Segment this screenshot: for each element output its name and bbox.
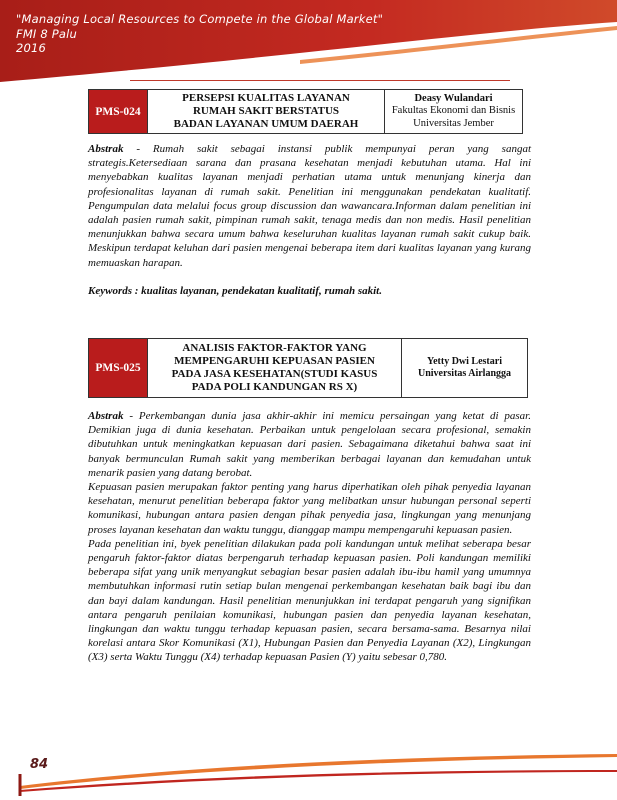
- paper-title: [148, 90, 385, 134]
- paper-title-line: PADA POLI KANDUNGAN RS X): [191, 381, 358, 393]
- abstract-text: - Rumah sakit sebagai instansi publik mempunyai peran yang sangat strategis.Ketersediaan sarana dan prasana kesehatan menjadi kebutuhan utama. Hal ini menyebabkan kualitas layanan menjadi perhatian utama untuk menunjang kinerja dan profesionalitas layanan di rumah sakit. Penelitian ini menggunakan pendekatan kualitatif. Pengumpulan data melalui focus group discussion dan wawancara.Informan dalam penelitian ini adalah pasien rumah sakit, pimpinan rumah sakit, tenaga medis dan non medis. Hasil penelitian menunjukkan bahwa secara umum bahwa keseluruhan kualitas layanan rumah sakit cukup baik. Meskipun terdapat keluhan dari pasien mengenai beberapa item dari kualitas layanan yang kurang memuaskan harapan.: [88, 143, 531, 269]
- paper-author: [385, 90, 523, 134]
- abstract-label: Abstrak: [88, 410, 124, 422]
- abstract-label: Abstrak: [88, 143, 124, 155]
- paper-title-line: MEMPENGARUHI KEPUASAN PASIEN: [174, 355, 375, 367]
- abstract-paragraph: [88, 409, 531, 480]
- conference-name: FMI 8 Palu: [16, 26, 78, 41]
- abstract-paragraph: Kepuasan pasien merupakan faktor penting yang harus diperhatikan oleh pihak penyedia layanan kesehatan, menurut penelitian beberapa faktor yang melibatkan unsur hubungan personal seperti komunikasi, hubungan antara pasien dengan pihak penyedia jasa, lingkungan yang menunjang proses layanan kesehatan dan waktu tunggu, dianggap mampu mempengaruhi kepuasan pasien.: [88, 481, 531, 536]
- header-divider: [130, 80, 510, 81]
- abstract-paragraph: [88, 142, 531, 270]
- paper-title-line: RUMAH SAKIT BERSTATUS: [192, 105, 340, 117]
- paper-code: PMS-025: [89, 339, 148, 398]
- paper-author: [402, 339, 528, 398]
- conference-year: 2016: [16, 41, 47, 55]
- footer-decoration: [0, 730, 617, 800]
- conference-theme: "Managing Local Resources to Compete in the Global Market": [16, 12, 384, 26]
- author-name: Yetty Dwi Lestari: [427, 355, 502, 367]
- paper-title-line: PADA JASA KESEHATAN(STUDI KASUS: [171, 368, 378, 380]
- abstract-block: [88, 142, 531, 270]
- keywords: Keywords : kualitas layanan, pendekatan kualitatif, rumah sakit.: [88, 285, 382, 297]
- author-affiliation: Universitas Jember: [413, 117, 494, 129]
- paper-header-table: [88, 89, 523, 134]
- paper-title-line: BADAN LAYANAN UMUM DAERAH: [173, 118, 359, 130]
- paper-header-table: [88, 338, 528, 398]
- abstract-text: - Perkembangan dunia jasa akhir-akhir ini memicu persaingan yang ketat di pasar. Demikian juga di dunia kesehatan. Perbaikan untuk pengelolaan secara profesional, semakin dibutuhkan untuk meningkatkan kepuasan dari pasien. Sebagaimana diketahui bahwa saat ini banyak bermunculan Rumah sakit yang memberikan berbagai layanan dan kemudahan untuk menarik pasien yang datang berobat.: [88, 410, 531, 479]
- abstract-paragraph: Pada penelitian ini, byek penelitian dilakukan pada poli kandungan untuk melihat seberapa besar pengaruh faktor-faktor diatas berpengaruh terhadap kepuasan pasien. Poli kandungan memiliki beberapa sifat yang unik menyangkut sebagian besar pasien adalah ibu-ibu hamil yang umumnya membutuhkan informasi rutin setiap bulan mengenai perkembangan kesehatan baik bagi ibu dan dan bayi dalam kandungan. Hasil penelitian menunjukkan ini terdapat pengaruh yang signifikan antara pengaruh penilaian komunikasi, hubungan pasien dan penyedia layanan kesehatan, lingkungan dan waktu tunggu terhadap kepuasan pasien, secara bersama-sama. Besarnya nilai korelasi antara Skor Komunikasi (X1), Hubungan Pasien dan Penyedia Layanan (X2), Lingkungan (X3) serta Waktu Tunggu (X4) terhadap kepuasan Pasien (Y) yaitu sebesar 0,780.: [88, 537, 531, 664]
- paper-title-line: ANALISIS FAKTOR-FAKTOR YANG: [182, 342, 367, 354]
- abstract-block: [88, 409, 531, 665]
- paper-title: [148, 339, 402, 398]
- paper-title-line: PERSEPSI KUALITAS LAYANAN: [182, 92, 350, 104]
- author-affiliation: Universitas Airlangga: [417, 368, 512, 379]
- conference-header: [16, 12, 383, 56]
- author-affiliation: Fakultas Ekonomi dan Bisnis: [391, 105, 516, 117]
- page-number: 84: [30, 757, 49, 772]
- paper-code: PMS-024: [89, 90, 148, 134]
- author-name: Deasy Wulandari: [414, 92, 493, 104]
